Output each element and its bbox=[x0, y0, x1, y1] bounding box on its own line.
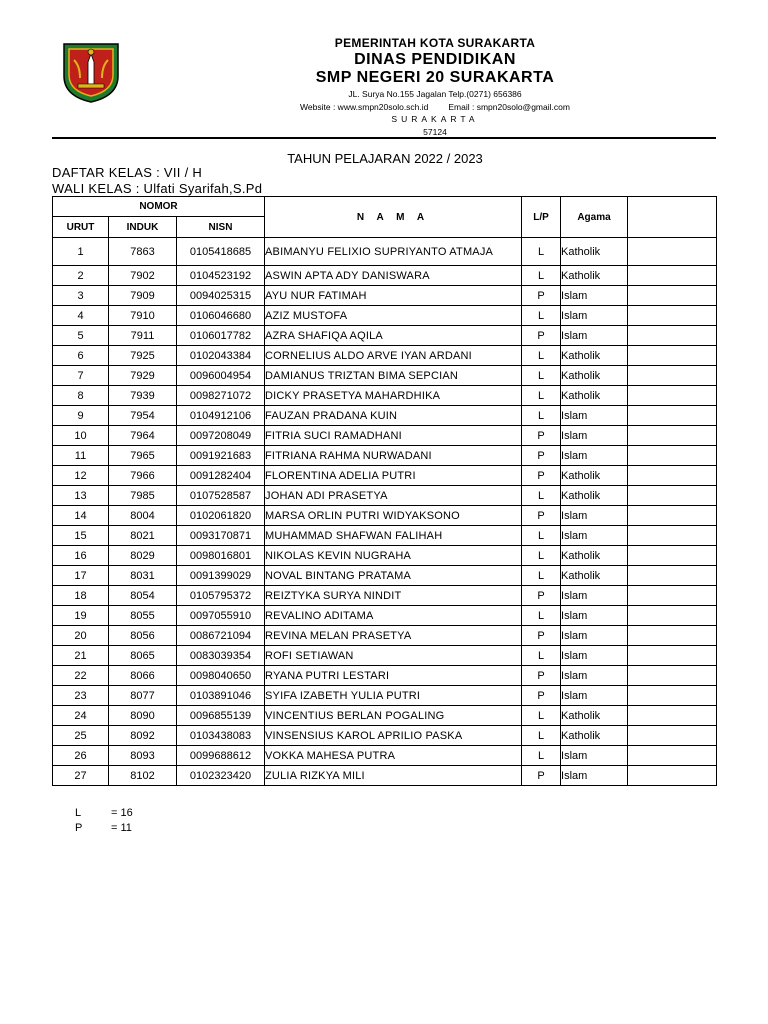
row-nisn: 0104523192 bbox=[177, 266, 265, 286]
row-religion: Islam bbox=[561, 446, 628, 466]
row-blank bbox=[628, 366, 717, 386]
header-induk: INDUK bbox=[109, 217, 177, 238]
row-gender: L bbox=[522, 346, 561, 366]
row-religion: Katholik bbox=[561, 346, 628, 366]
row-name: ROFI SETIAWAN bbox=[265, 646, 522, 666]
row-nisn: 0104912106 bbox=[177, 406, 265, 426]
row-name: ZULIA RIZKYA MILI bbox=[265, 766, 522, 786]
row-religion: Katholik bbox=[561, 486, 628, 506]
row-induk: 8056 bbox=[109, 626, 177, 646]
header-postal-code: 57124 bbox=[423, 127, 447, 137]
row-religion: Islam bbox=[561, 526, 628, 546]
header-agama: Agama bbox=[561, 197, 628, 238]
row-gender: L bbox=[522, 566, 561, 586]
row-blank bbox=[628, 726, 717, 746]
row-induk: 8077 bbox=[109, 686, 177, 706]
total-key: P bbox=[75, 822, 83, 834]
row-number: 26 bbox=[53, 746, 109, 766]
row-religion: Katholik bbox=[561, 726, 628, 746]
row-blank bbox=[628, 746, 717, 766]
table-row bbox=[53, 238, 717, 266]
row-induk: 8021 bbox=[109, 526, 177, 546]
row-induk: 8093 bbox=[109, 746, 177, 766]
row-gender: P bbox=[522, 446, 561, 466]
row-name: REVINA MELAN PRASETYA bbox=[265, 626, 522, 646]
row-religion: Katholik bbox=[561, 566, 628, 586]
row-blank bbox=[628, 426, 717, 446]
student-roster-table bbox=[52, 196, 717, 786]
row-religion: Islam bbox=[561, 286, 628, 306]
row-number: 21 bbox=[53, 646, 109, 666]
row-nisn: 0097208049 bbox=[177, 426, 265, 446]
row-religion: Islam bbox=[561, 646, 628, 666]
row-induk: 8004 bbox=[109, 506, 177, 526]
row-gender: L bbox=[522, 646, 561, 666]
table-row bbox=[53, 526, 717, 546]
row-nisn: 0093170871 bbox=[177, 526, 265, 546]
row-blank bbox=[628, 626, 717, 646]
row-number: 18 bbox=[53, 586, 109, 606]
row-gender: L bbox=[522, 526, 561, 546]
row-religion: Islam bbox=[561, 686, 628, 706]
row-name: DAMIANUS TRIZTAN BIMA SEPCIAN bbox=[265, 366, 522, 386]
row-nisn: 0091921683 bbox=[177, 446, 265, 466]
row-number: 11 bbox=[53, 446, 109, 466]
row-blank bbox=[628, 466, 717, 486]
row-number: 25 bbox=[53, 726, 109, 746]
row-number: 4 bbox=[53, 306, 109, 326]
row-number: 17 bbox=[53, 566, 109, 586]
table-row bbox=[53, 466, 717, 486]
row-number: 19 bbox=[53, 606, 109, 626]
row-gender: L bbox=[522, 366, 561, 386]
row-religion: Islam bbox=[561, 626, 628, 646]
row-induk: 7954 bbox=[109, 406, 177, 426]
row-nisn: 0105418685 bbox=[177, 238, 265, 266]
row-number: 27 bbox=[53, 766, 109, 786]
table-row bbox=[53, 266, 717, 286]
row-religion: Katholik bbox=[561, 266, 628, 286]
header-nisn: NISN bbox=[177, 217, 265, 238]
row-name: VINSENSIUS KAROL APRILIO PASKA bbox=[265, 726, 522, 746]
row-name: DICKY PRASETYA MAHARDHIKA bbox=[265, 386, 522, 406]
row-blank bbox=[628, 506, 717, 526]
row-name: FLORENTINA ADELIA PUTRI bbox=[265, 466, 522, 486]
row-blank bbox=[628, 286, 717, 306]
header-school-title: SMP NEGERI 20 SURAKARTA bbox=[315, 69, 555, 86]
total-key: L bbox=[75, 807, 82, 819]
header-government-title: PEMERINTAH KOTA SURAKARTA bbox=[334, 36, 536, 50]
row-religion: Islam bbox=[561, 506, 628, 526]
row-induk: 7929 bbox=[109, 366, 177, 386]
row-name: FAUZAN PRADANA KUIN bbox=[265, 406, 522, 426]
row-induk: 7925 bbox=[109, 346, 177, 366]
row-number: 9 bbox=[53, 406, 109, 426]
row-nisn: 0102043384 bbox=[177, 346, 265, 366]
row-gender: P bbox=[522, 466, 561, 486]
row-gender: P bbox=[522, 326, 561, 346]
row-name: REVALINO ADITAMA bbox=[265, 606, 522, 626]
row-name: NIKOLAS KEVIN NUGRAHA bbox=[265, 546, 522, 566]
row-blank bbox=[628, 526, 717, 546]
row-blank bbox=[628, 666, 717, 686]
row-gender: P bbox=[522, 686, 561, 706]
row-religion: Islam bbox=[561, 306, 628, 326]
table-row bbox=[53, 546, 717, 566]
row-blank bbox=[628, 586, 717, 606]
row-number: 7 bbox=[53, 366, 109, 386]
row-number: 15 bbox=[53, 526, 109, 546]
row-gender: L bbox=[522, 266, 561, 286]
row-gender: L bbox=[522, 606, 561, 626]
row-gender: P bbox=[522, 586, 561, 606]
row-name: ASWIN APTA ADY DANISWARA bbox=[265, 266, 522, 286]
header-urut: URUT bbox=[53, 217, 109, 238]
row-blank bbox=[628, 346, 717, 366]
row-blank bbox=[628, 266, 717, 286]
table-row bbox=[53, 606, 717, 626]
total-line bbox=[75, 807, 133, 819]
row-number: 1 bbox=[53, 238, 109, 266]
table-row bbox=[53, 626, 717, 646]
row-induk: 7909 bbox=[109, 286, 177, 306]
row-nisn: 0102323420 bbox=[177, 766, 265, 786]
header-contact bbox=[140, 102, 730, 112]
row-blank bbox=[628, 306, 717, 326]
row-induk: 7910 bbox=[109, 306, 177, 326]
row-induk: 7902 bbox=[109, 266, 177, 286]
row-blank bbox=[628, 326, 717, 346]
table-row bbox=[53, 646, 717, 666]
row-nisn: 0106046680 bbox=[177, 306, 265, 326]
row-religion: Katholik bbox=[561, 366, 628, 386]
row-blank bbox=[628, 486, 717, 506]
row-religion: Islam bbox=[561, 606, 628, 626]
row-induk: 7911 bbox=[109, 326, 177, 346]
class-label: DAFTAR KELAS : VII / H bbox=[52, 165, 203, 180]
row-nisn: 0091282404 bbox=[177, 466, 265, 486]
row-gender: P bbox=[522, 766, 561, 786]
header-city: SURAKARTA bbox=[391, 114, 479, 124]
homeroom-teacher-label: WALI KELAS : Ulfati Syarifah,S.Pd bbox=[52, 181, 263, 196]
table-row bbox=[53, 686, 717, 706]
table-row bbox=[53, 366, 717, 386]
row-induk: 8090 bbox=[109, 706, 177, 726]
row-gender: P bbox=[522, 506, 561, 526]
row-name: VINCENTIUS BERLAN POGALING bbox=[265, 706, 522, 726]
row-name: AZIZ MUSTOFA bbox=[265, 306, 522, 326]
row-nisn: 0091399029 bbox=[177, 566, 265, 586]
row-nisn: 0083039354 bbox=[177, 646, 265, 666]
table-row bbox=[53, 286, 717, 306]
row-religion: Islam bbox=[561, 406, 628, 426]
row-name: REIZTYKA SURYA NINDIT bbox=[265, 586, 522, 606]
row-blank bbox=[628, 646, 717, 666]
header-nama: N A M A bbox=[265, 197, 522, 238]
row-blank bbox=[628, 766, 717, 786]
row-name: RYANA PUTRI LESTARI bbox=[265, 666, 522, 686]
row-induk: 7966 bbox=[109, 466, 177, 486]
row-name: FITRIANA RAHMA NURWADANI bbox=[265, 446, 522, 466]
row-religion: Katholik bbox=[561, 466, 628, 486]
row-gender: L bbox=[522, 238, 561, 266]
header-website: Website : www.smpn20solo.sch.id bbox=[300, 102, 429, 112]
row-gender: P bbox=[522, 626, 561, 646]
row-number: 13 bbox=[53, 486, 109, 506]
header-nomor: NOMOR bbox=[53, 197, 265, 217]
row-name: VOKKA MAHESA PUTRA bbox=[265, 746, 522, 766]
table-row bbox=[53, 446, 717, 466]
row-number: 8 bbox=[53, 386, 109, 406]
row-name: CORNELIUS ALDO ARVE IYAN ARDANI bbox=[265, 346, 522, 366]
row-nisn: 0106017782 bbox=[177, 326, 265, 346]
row-religion: Islam bbox=[561, 666, 628, 686]
row-number: 12 bbox=[53, 466, 109, 486]
table-row bbox=[53, 726, 717, 746]
row-gender: L bbox=[522, 746, 561, 766]
row-gender: L bbox=[522, 406, 561, 426]
total-line bbox=[75, 822, 132, 834]
row-nisn: 0096855139 bbox=[177, 706, 265, 726]
header-lp: L/P bbox=[522, 197, 561, 238]
row-nisn: 0096004954 bbox=[177, 366, 265, 386]
row-religion: Islam bbox=[561, 586, 628, 606]
table-row bbox=[53, 506, 717, 526]
row-blank bbox=[628, 546, 717, 566]
row-number: 10 bbox=[53, 426, 109, 446]
row-nisn: 0099688612 bbox=[177, 746, 265, 766]
row-induk: 8055 bbox=[109, 606, 177, 626]
row-induk: 8065 bbox=[109, 646, 177, 666]
academic-year: TAHUN PELAJARAN 2022 / 2023 bbox=[287, 151, 483, 166]
table-row bbox=[53, 586, 717, 606]
row-name: FITRIA SUCI RAMADHANI bbox=[265, 426, 522, 446]
row-induk: 8092 bbox=[109, 726, 177, 746]
row-induk: 7965 bbox=[109, 446, 177, 466]
row-blank bbox=[628, 686, 717, 706]
total-value: = 11 bbox=[111, 822, 132, 834]
row-number: 14 bbox=[53, 506, 109, 526]
row-religion: Katholik bbox=[561, 386, 628, 406]
row-induk: 8066 bbox=[109, 666, 177, 686]
row-nisn: 0103438083 bbox=[177, 726, 265, 746]
row-blank bbox=[628, 406, 717, 426]
row-number: 5 bbox=[53, 326, 109, 346]
row-blank bbox=[628, 706, 717, 726]
table-row bbox=[53, 326, 717, 346]
row-gender: L bbox=[522, 706, 561, 726]
row-number: 16 bbox=[53, 546, 109, 566]
table-row bbox=[53, 666, 717, 686]
table-row bbox=[53, 426, 717, 446]
table-row bbox=[53, 566, 717, 586]
row-name: ABIMANYU FELIXIO SUPRIYANTO ATMAJA bbox=[265, 238, 522, 266]
row-nisn: 0107528587 bbox=[177, 486, 265, 506]
row-name: MUHAMMAD SHAFWAN FALIHAH bbox=[265, 526, 522, 546]
table-row bbox=[53, 306, 717, 326]
row-name: SYIFA IZABETH YULIA PUTRI bbox=[265, 686, 522, 706]
row-blank bbox=[628, 386, 717, 406]
row-blank bbox=[628, 446, 717, 466]
row-name: AYU NUR FATIMAH bbox=[265, 286, 522, 306]
row-gender: L bbox=[522, 386, 561, 406]
city-emblem-logo bbox=[60, 40, 122, 104]
row-name: MARSA ORLIN PUTRI WIDYAKSONO bbox=[265, 506, 522, 526]
table-row bbox=[53, 386, 717, 406]
row-name: NOVAL BINTANG PRATAMA bbox=[265, 566, 522, 586]
row-nisn: 0094025315 bbox=[177, 286, 265, 306]
table-row bbox=[53, 766, 717, 786]
row-religion: Katholik bbox=[561, 238, 628, 266]
table-row bbox=[53, 346, 717, 366]
row-name: JOHAN ADI PRASETYA bbox=[265, 486, 522, 506]
row-gender: P bbox=[522, 286, 561, 306]
header-department-title: DINAS PENDIDIKAN bbox=[354, 51, 516, 68]
row-religion: Katholik bbox=[561, 706, 628, 726]
row-name: AZRA SHAFIQA AQILA bbox=[265, 326, 522, 346]
table-row bbox=[53, 406, 717, 426]
row-number: 23 bbox=[53, 686, 109, 706]
row-gender: L bbox=[522, 486, 561, 506]
row-religion: Islam bbox=[561, 766, 628, 786]
row-number: 20 bbox=[53, 626, 109, 646]
row-number: 24 bbox=[53, 706, 109, 726]
row-nisn: 0097055910 bbox=[177, 606, 265, 626]
row-nisn: 0098040650 bbox=[177, 666, 265, 686]
header-blank bbox=[628, 197, 717, 238]
row-number: 2 bbox=[53, 266, 109, 286]
row-religion: Islam bbox=[561, 326, 628, 346]
row-gender: L bbox=[522, 306, 561, 326]
row-induk: 8031 bbox=[109, 566, 177, 586]
row-induk: 8054 bbox=[109, 586, 177, 606]
row-number: 3 bbox=[53, 286, 109, 306]
row-number: 22 bbox=[53, 666, 109, 686]
row-induk: 8029 bbox=[109, 546, 177, 566]
header-email: Email : smpn20solo@gmail.com bbox=[448, 102, 570, 112]
row-nisn: 0103891046 bbox=[177, 686, 265, 706]
total-value: = 16 bbox=[111, 807, 133, 819]
row-induk: 7939 bbox=[109, 386, 177, 406]
row-nisn: 0098271072 bbox=[177, 386, 265, 406]
row-nisn: 0086721094 bbox=[177, 626, 265, 646]
row-nisn: 0102061820 bbox=[177, 506, 265, 526]
table-row bbox=[53, 706, 717, 726]
row-religion: Katholik bbox=[561, 546, 628, 566]
row-nisn: 0098016801 bbox=[177, 546, 265, 566]
row-gender: P bbox=[522, 666, 561, 686]
row-blank bbox=[628, 566, 717, 586]
row-religion: Islam bbox=[561, 426, 628, 446]
table-row bbox=[53, 746, 717, 766]
row-induk: 8102 bbox=[109, 766, 177, 786]
row-gender: P bbox=[522, 426, 561, 446]
header-divider bbox=[52, 137, 716, 139]
row-number: 6 bbox=[53, 346, 109, 366]
row-gender: L bbox=[522, 726, 561, 746]
row-induk: 7985 bbox=[109, 486, 177, 506]
row-induk: 7863 bbox=[109, 238, 177, 266]
row-induk: 7964 bbox=[109, 426, 177, 446]
row-blank bbox=[628, 238, 717, 266]
row-blank bbox=[628, 606, 717, 626]
table-row bbox=[53, 486, 717, 506]
row-gender: L bbox=[522, 546, 561, 566]
row-religion: Islam bbox=[561, 746, 628, 766]
header-address: JL. Surya No.155 Jagalan Telp.(0271) 656386 bbox=[348, 89, 522, 99]
row-nisn: 0105795372 bbox=[177, 586, 265, 606]
